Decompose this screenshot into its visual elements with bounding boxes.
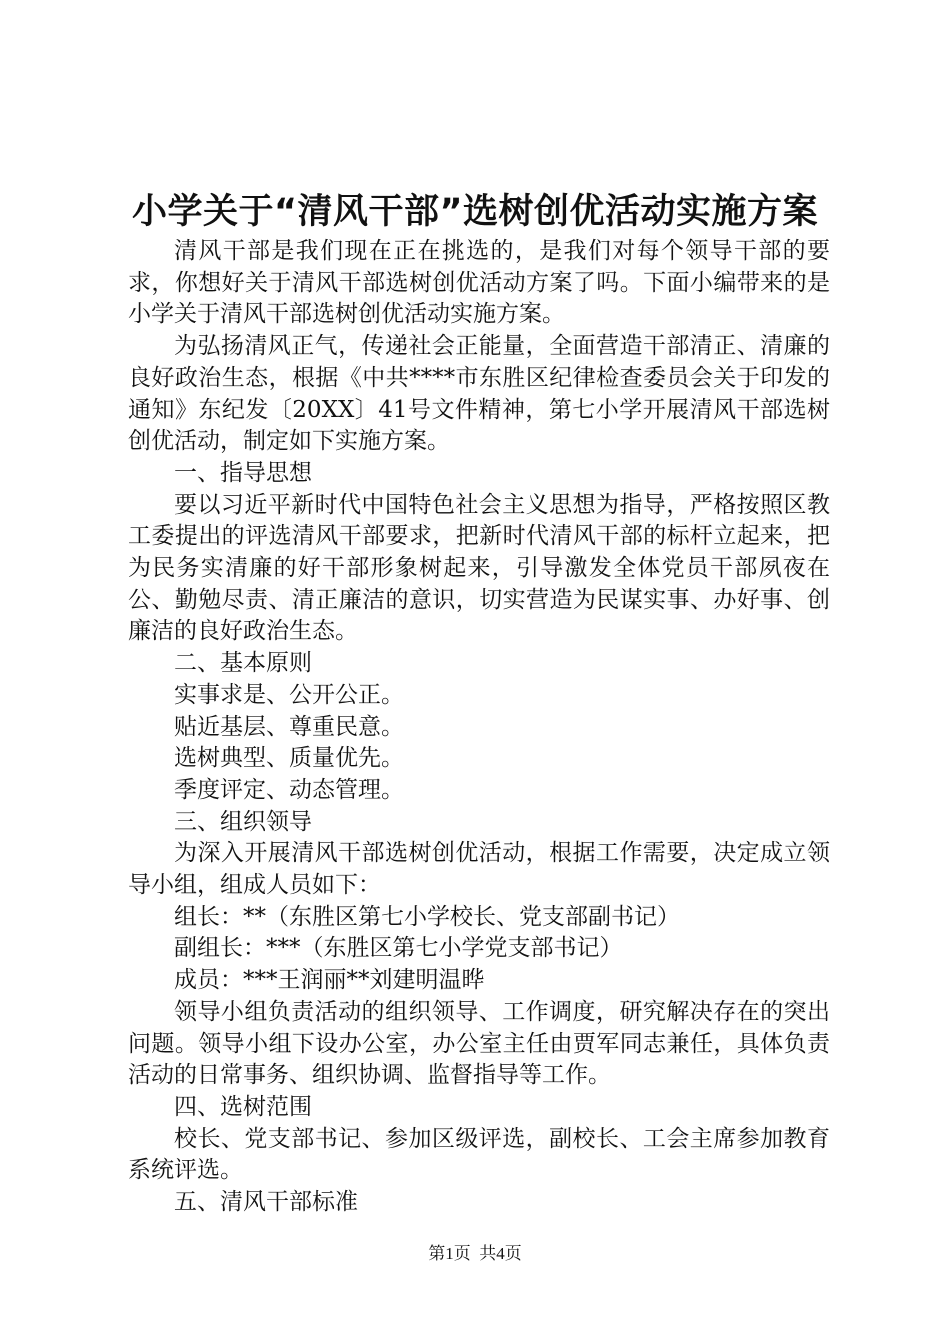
page-number-total: 共4页 (479, 1244, 522, 1263)
principle-item: 选树典型、质量优先。 (174, 745, 404, 772)
paragraph-guiding-ideology: 要以习近平新时代中国特色社会主义思想为指导，严格按照区教工委提出的评选清风干部要求，把新时代清风干部的标杆立起来，把为民务实清廉的好干部形象树起来，引导激发全体党员干部夙夜在公、勤勉尽责、清正廉洁的意识，切实营造为民谋实事、办好事、创廉洁的良好政治生态。 (128, 491, 830, 645)
principle-item: 贴近基层、尊重民意。 (174, 713, 404, 740)
page-footer (0, 1243, 950, 1265)
section-heading-organization: 三、组织领导 (174, 808, 312, 835)
paragraph-organization: 为深入开展清风干部选树创优活动，根据工作需要，决定成立领导小组，组成人员如下： (128, 840, 830, 899)
member-list: 成员：***王润丽**刘建明温晔 (174, 967, 485, 994)
member-leader: 组长：**（东胜区第七小学校长、党支部副书记） (174, 903, 680, 930)
paragraph-purpose: 为弘扬清风正气，传递社会正能量，全面营造干部清正、清廉的良好政治生态，根据《中共****市东胜区纪律检查委员会关于印发的通知》东纪发〔20XX〕41号文件精神，第七小学开展清风干部选树创优活动，制定如下实施方案。 (128, 333, 830, 455)
member-deputy-leader: 副组长：***（东胜区第七小学党支部书记） (174, 935, 623, 962)
page-number-current: 第1页 (428, 1244, 471, 1263)
document-title: 小学关于“清风干部”选树创优活动实施方案 (131, 192, 818, 232)
principle-item: 实事求是、公开公正。 (174, 681, 404, 708)
paragraph-intro: 清风干部是我们现在正在挑选的，是我们对每个领导干部的要求，你想好关于清风干部选树创优活动方案了吗。下面小编带来的是小学关于清风干部选树创优活动实施方案。 (128, 238, 830, 328)
paragraph-responsibilities: 领导小组负责活动的组织领导、工作调度，研究解决存在的突出问题。领导小组下设办公室，办公室主任由贾军同志兼任，具体负责活动的日常事务、组织协调、监督指导等工作。 (128, 998, 830, 1089)
section-heading-scope: 四、选树范围 (174, 1093, 312, 1120)
section-heading-standards: 五、清风干部标准 (174, 1189, 358, 1216)
section-heading-basic-principles: 二、基本原则 (174, 650, 312, 677)
principle-item: 季度评定、动态管理。 (174, 776, 404, 803)
document-body (128, 236, 830, 1219)
paragraph-scope: 校长、党支部书记、参加区级评选，副校长、工会主席参加教育系统评选。 (128, 1125, 830, 1184)
section-heading-guiding-ideology: 一、指导思想 (174, 459, 312, 486)
